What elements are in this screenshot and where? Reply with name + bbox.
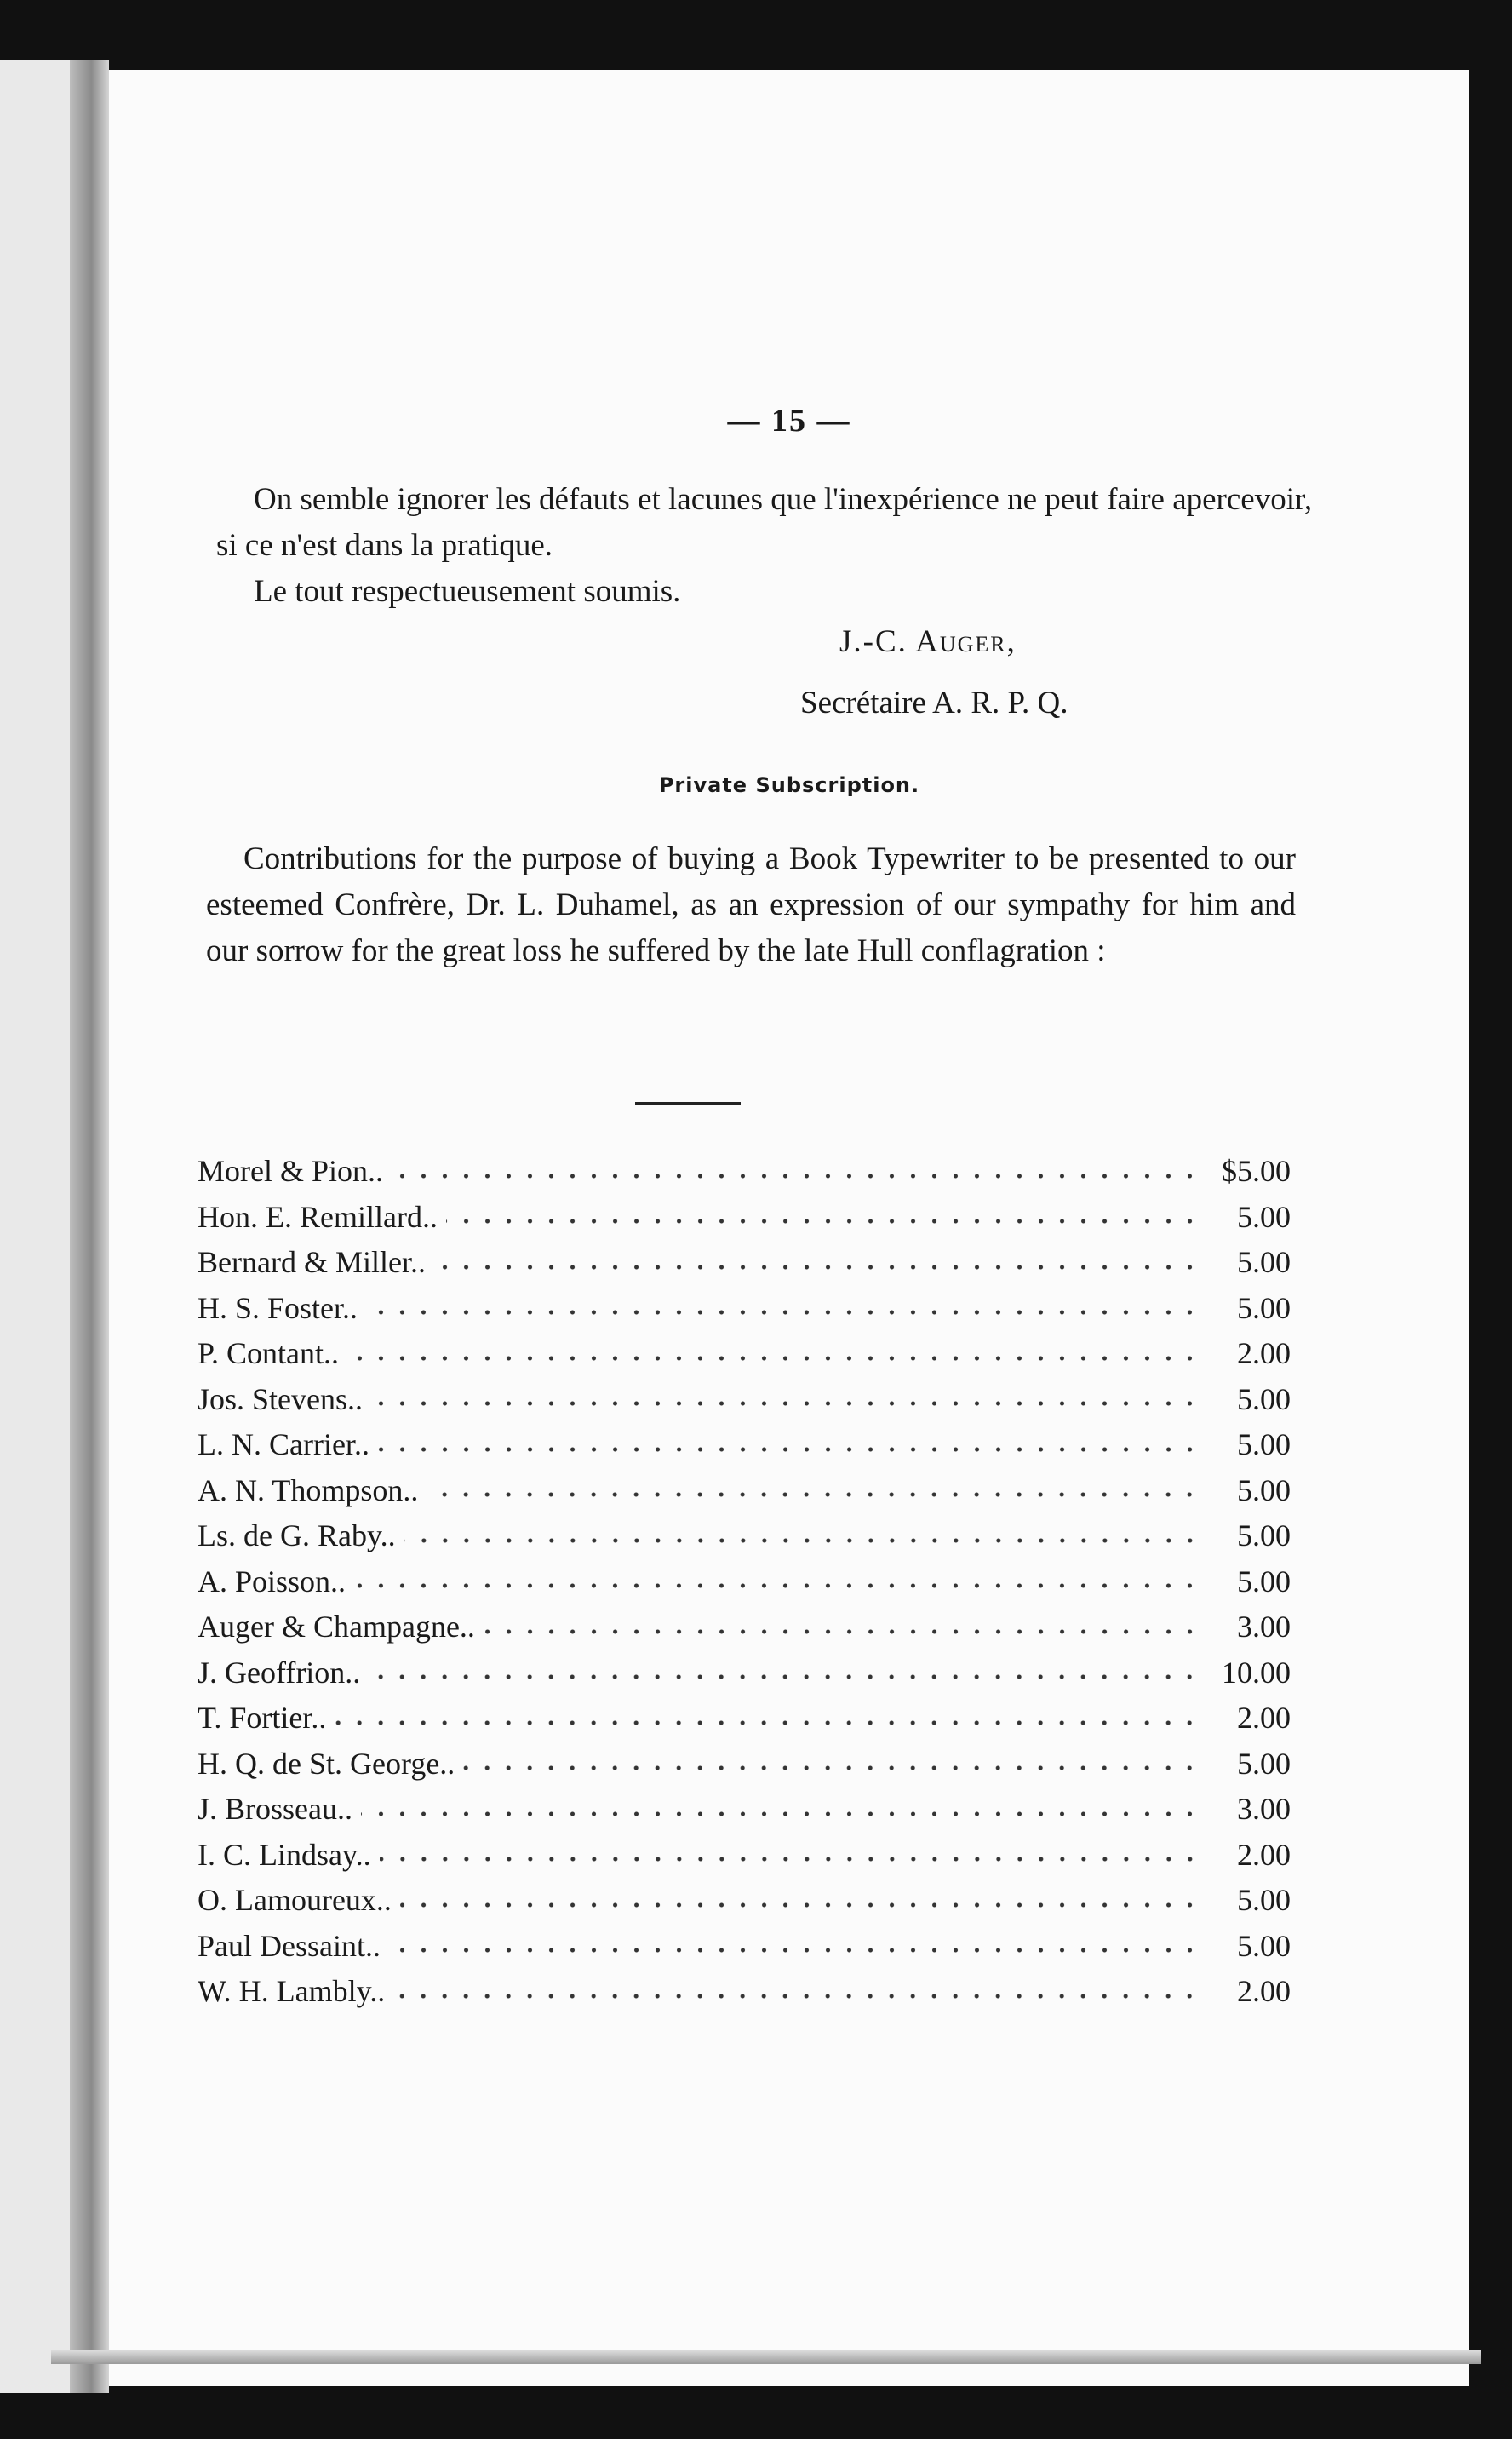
subscriber-amount: 5.00: [1237, 1883, 1291, 1917]
subscriber-row: [198, 1928, 1291, 1974]
subscriber-amount: 5.00: [1237, 1746, 1291, 1781]
subscriber-name: I. C. Lindsay..: [198, 1837, 371, 1872]
signature-name: J.-C. Auger,: [839, 624, 1017, 659]
subscriber-row: [198, 1973, 1291, 2019]
subscriber-name: H. Q. de St. George..: [198, 1746, 455, 1781]
subscriber-amount: 5.00: [1237, 1199, 1291, 1234]
subscriber-name: W. H. Lambly..: [198, 1974, 386, 2008]
signature-title: Secrétaire A. R. P. Q.: [800, 686, 1068, 720]
subscriber-row: [198, 1381, 1291, 1427]
subscriber-row: [198, 1655, 1291, 1701]
subscriber-name: T. Fortier..: [198, 1701, 327, 1735]
intro-text: Contributions for the purpose of buying a Book Typewriter to be presented to our esteemed Confrère, Dr. L. Duhamel, as an expression of our sympathy for him and our sorrow for the great loss he suffered by the late Hull conflagration :: [206, 841, 1296, 968]
subscriber-row: [198, 1472, 1291, 1518]
subscriber-row: [198, 1199, 1291, 1245]
dot-leader: [404, 1536, 1200, 1545]
dot-leader: [371, 1399, 1200, 1408]
page-number: — 15 —: [727, 403, 851, 439]
french-line-1: On semble ignorer les défauts et lacunes que l'inexpérience ne peut faire apercevoir, si ce n'est dans la pratique.: [216, 482, 1313, 563]
subscriber-row: [198, 1882, 1291, 1928]
subscriber-name: Auger & Champagne..: [198, 1610, 475, 1644]
dot-leader: [380, 1855, 1200, 1863]
subscriber-name: Hon. E. Remillard..: [198, 1199, 438, 1234]
subscriber-name: Ls. de G. Raby..: [198, 1518, 396, 1552]
subscriber-name: P. Contant..: [198, 1336, 340, 1370]
french-line-2: Le tout respectueusement soumis.: [254, 574, 681, 609]
subscriber-amount: 5.00: [1237, 1564, 1291, 1598]
subscriber-row: [198, 1837, 1291, 1883]
subscriber-amount: 10.00: [1222, 1655, 1291, 1690]
subscriber-name: L. N. Carrier..: [198, 1427, 369, 1461]
subscriber-row: [198, 1700, 1291, 1746]
dot-leader: [484, 1627, 1200, 1636]
divider-rule: [635, 1102, 741, 1105]
subscriber-amount: 3.00: [1237, 1610, 1291, 1644]
subscriber-name: Bernard & Miller..: [198, 1245, 426, 1279]
bottom-page-edge: [51, 2350, 1481, 2364]
subscriber-name: J. Geoffrion..: [198, 1655, 361, 1690]
subscriber-name: H. S. Foster..: [198, 1290, 358, 1325]
book-page: [109, 70, 1469, 2386]
subscriber-amount: 5.00: [1237, 1381, 1291, 1416]
dot-leader: [392, 1172, 1200, 1180]
subscriber-row: [198, 1518, 1291, 1564]
subscriber-amount: 5.00: [1237, 1290, 1291, 1325]
subscriber-amount: 5.00: [1237, 1472, 1291, 1507]
dot-leader: [434, 1263, 1200, 1271]
subscriber-amount: 5.00: [1237, 1518, 1291, 1552]
subscriber-name: A. Poisson..: [198, 1564, 346, 1598]
subscriber-name: J. Brosseau..: [198, 1792, 352, 1826]
left-page-edge: [70, 60, 109, 2393]
section-title: Private Subscription.: [658, 773, 920, 797]
subscriber-name: A. N. Thompson..: [198, 1472, 419, 1507]
dot-leader: [369, 1673, 1200, 1681]
subscriber-row: [198, 1426, 1291, 1472]
subscriber-amount: 5.00: [1237, 1928, 1291, 1963]
subscriber-row: [198, 1791, 1291, 1837]
subscriber-row: [198, 1335, 1291, 1381]
subscriber-list: [198, 1153, 1291, 2019]
dot-leader: [361, 1810, 1200, 1818]
subscriber-name: Jos. Stevens..: [198, 1381, 364, 1416]
subscriber-amount: 2.00: [1237, 1336, 1291, 1370]
dot-leader: [335, 1719, 1200, 1727]
subscriber-row: [198, 1153, 1291, 1199]
subscriber-amount: 5.00: [1237, 1245, 1291, 1279]
intro-paragraph: [206, 836, 1296, 974]
subscriber-amount: 2.00: [1237, 1974, 1291, 2008]
french-paragraph: [216, 477, 1332, 615]
subscriber-name: O. Lamoureux..: [198, 1883, 392, 1917]
subscriber-row: [198, 1609, 1291, 1655]
subscriber-name: Morel & Pion..: [198, 1154, 384, 1188]
subscriber-amount: $5.00: [1222, 1154, 1291, 1188]
dot-leader: [463, 1764, 1200, 1772]
dot-leader: [366, 1308, 1200, 1317]
subscriber-row: [198, 1564, 1291, 1610]
dot-leader: [347, 1354, 1200, 1363]
dot-leader: [354, 1581, 1200, 1590]
subscriber-amount: 5.00: [1237, 1427, 1291, 1461]
subscriber-name: Paul Dessaint..: [198, 1928, 381, 1963]
dot-leader: [389, 1946, 1200, 1954]
dot-leader: [400, 1901, 1200, 1909]
subscriber-row: [198, 1290, 1291, 1336]
dot-leader: [427, 1490, 1200, 1499]
subscriber-amount: 2.00: [1237, 1837, 1291, 1872]
subscriber-amount: 2.00: [1237, 1701, 1291, 1735]
subscriber-row: [198, 1244, 1291, 1290]
dot-leader: [393, 1992, 1200, 2000]
subscriber-row: [198, 1746, 1291, 1792]
dot-leader: [378, 1445, 1200, 1454]
dot-leader: [446, 1217, 1200, 1225]
subscriber-amount: 3.00: [1237, 1792, 1291, 1826]
